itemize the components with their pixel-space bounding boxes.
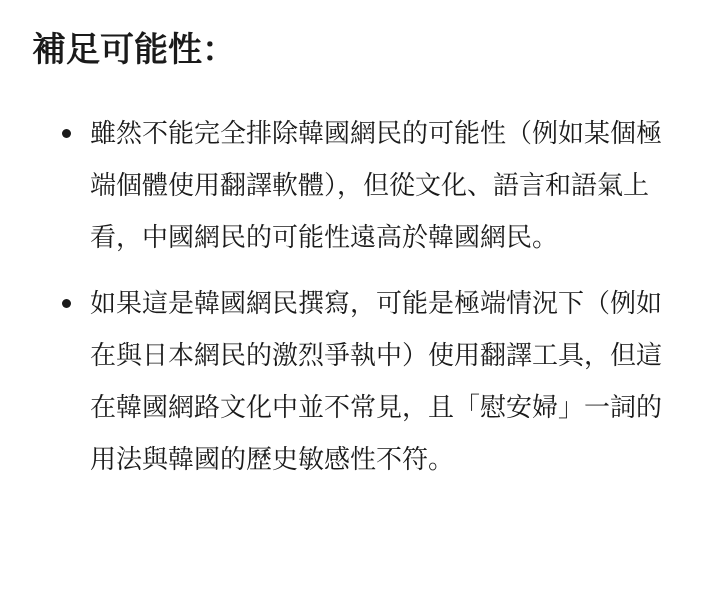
section-heading: 補足可能性： [32, 30, 236, 70]
list-item [0, 108, 720, 264]
list-item [0, 278, 720, 486]
list-item-text: 雖然不能完全排除韓國網民的可能性（例如某個極端個體使用翻譯軟體），但從文化、語言和語氣上看，中國網民的可能性遠高於韓國網民。 [90, 119, 663, 253]
bullet-icon [62, 299, 71, 308]
bullet-icon [62, 129, 71, 138]
bullet-list [0, 108, 720, 500]
list-item-text: 如果這是韓國網民撰寫，可能是極端情況下（例如在與日本網民的激烈爭執中）使用翻譯工具，但這在韓國網路文化中並不常見，且「慰安婦」一詞的用法與韓國的歷史敏感性不符。 [90, 289, 663, 475]
